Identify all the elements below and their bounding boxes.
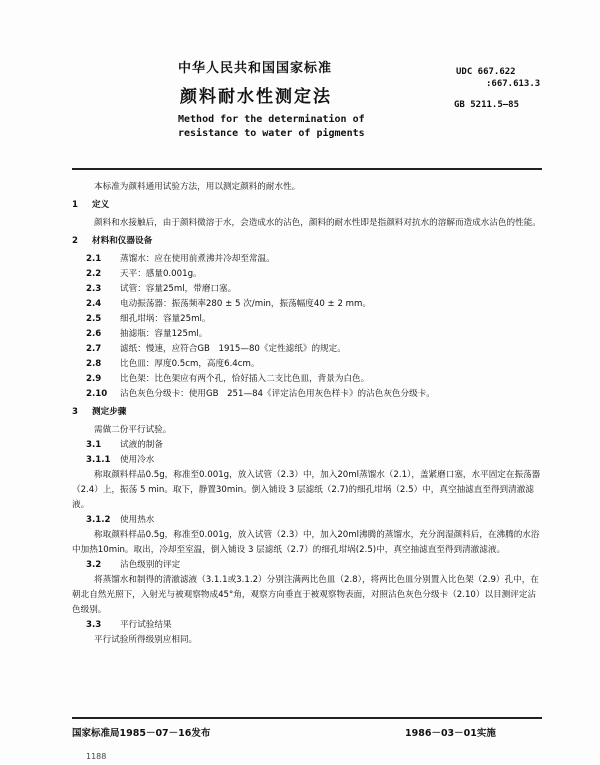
item-number: 2.9 [86,374,102,384]
subsection-number: 3.1.2 [86,515,111,525]
section-2-number: 2 [72,236,78,246]
list-item [72,372,542,387]
list-item [72,312,542,327]
item-number: 2.6 [86,329,102,339]
subsection-number: 3.1.1 [86,455,111,465]
subsection-heading [72,558,542,573]
list-item [72,297,542,312]
page-number: 1188 [86,752,107,761]
gb-code: GB 5211.5—85 [454,100,520,110]
subsection-heading [72,438,542,453]
subsection-heading [72,453,542,468]
item-number: 2.4 [86,299,102,309]
item-text: 试管：容量25ml，带磨口塞。 [120,284,237,294]
item-number: 2.7 [86,344,102,354]
item-text: 滤纸：慢速，应符合GB 1915—80《定性滤纸》的规定。 [120,344,346,354]
subsection-title: 沾色级别的评定 [120,560,181,570]
udc-code [456,66,540,90]
subsection-heading [72,513,542,528]
list-item [72,282,542,297]
section-3-title: 测定步骤 [92,407,127,417]
issue-date: 国家标准局1985－07－16发布 [72,728,211,739]
udc-line1: UDC 667.622 [456,67,516,77]
item-text: 沾色灰色分级卡：使用GB 251—84《评定沾色用灰色样卡》的沾色灰色分级卡。 [120,389,435,399]
item-text: 比色架：比色架应有两个孔，恰好插入二支比色皿，背景为白色。 [120,374,370,384]
document-title-english [178,113,365,141]
section-3-number: 3 [72,407,78,417]
item-text: 蒸馏水：应在使用前煮沸并冷却至常温。 [120,254,275,264]
item-number: 2.8 [86,359,102,369]
item-text: 抽滤瓶：容量125ml。 [120,329,208,339]
list-item [72,387,542,402]
udc-line2: :667.613.3 [486,79,541,89]
section-2-title: 材料和仪器设备 [92,236,153,246]
section-2-heading [72,234,542,249]
list-item [72,327,542,342]
item-number: 2.1 [86,254,102,264]
subsection-text: 称取颜料样品0.5g，称准至0.001g，放入试管（2.3）中，加入20ml沸腾的蒸馏水，充分润湿颜料后，在沸腾的水浴中加热10min。取出，冷却至室温，倒入铺设 3 层滤纸（2.7）的细孔坩埚(2.5)中，真空抽滤直至得到清澈滤液。 [72,530,540,555]
subsection-text: 称取颜料样品0.5g，称准至0.001g，放入试管（2.3）中，加入20ml蒸馏水（2.1），盖紧磨口塞，水平固定在振荡器（2.4）上，振荡 5 min。取下，静置30min。倒入铺设 3 层滤纸（2.7)的细孔坩埚（2.5）中，真空抽滤直至得到清澈滤液。 [72,470,541,510]
section-3-heading [72,405,542,420]
subsection-title: 试液的制备 [120,440,163,450]
section-1-heading [72,198,542,213]
document-title: 颜料耐水性测定法 [180,87,332,107]
title-en-line1: Method for the determination of [178,114,365,125]
effective-date: 1986－03－01实施 [405,728,496,739]
item-number: 2.3 [86,284,102,294]
list-item [72,357,542,372]
subsection-text: 将蒸馏水和制得的清澈滤液（3.1.1或3.1.2）分别注满两比色皿（2.8），将两比色皿分别置入比色架（2.9）孔中，在朝北自然光照下，入射光与被观察物成45°角，观察方向垂直于被观察物表面，对照沾色灰色分级卡（2.10）以目测评定沾色级别。 [72,575,539,615]
title-en-line2: resistance to water of pigments [178,128,365,139]
list-item [72,342,542,357]
subsection-title: 使用热水 [120,515,155,525]
item-number: 2.2 [86,269,102,279]
subsection-number: 3.1 [86,440,102,450]
subsection-title: 使用冷水 [120,455,155,465]
subsection-number: 3.2 [86,560,102,570]
subsection-heading [72,618,542,633]
document-body [72,180,542,648]
footer-divider [72,717,542,719]
section-1-title: 定义 [92,200,110,210]
section-1-text: 颜料和水接触后，由于颜料微溶于水，会造成水的沾色，颜料的耐水性即是指颜料对抗水的溶解而造成水沾色的性能。 [94,218,541,228]
item-text: 电动振荡器：振荡频率280 ± 5 次/min，振荡幅度40 ± 2 mm。 [120,299,372,309]
item-number: 2.5 [86,314,102,324]
section-3-lead: 需做二份平行试验。 [94,425,172,435]
section-1-number: 1 [72,200,78,210]
subsection-title: 平行试验结果 [120,620,172,630]
item-number: 2.10 [86,389,108,399]
intro-text: 本标准为颜料通用试验方法，用以测定颜料的耐水性。 [94,182,301,192]
item-text: 细孔坩埚：容量25ml。 [120,314,211,324]
standard-name: 中华人民共和国国家标准 [178,61,333,76]
list-item [72,252,542,267]
subsection-number: 3.3 [86,620,102,630]
list-item [72,267,542,282]
header-divider [72,168,542,170]
item-text: 天平：感量0.001g。 [120,269,202,279]
item-text: 比色皿：厚度0.5cm，高度6.4cm。 [120,359,260,369]
subsection-text: 平行试验所得级别应相同。 [94,635,198,645]
